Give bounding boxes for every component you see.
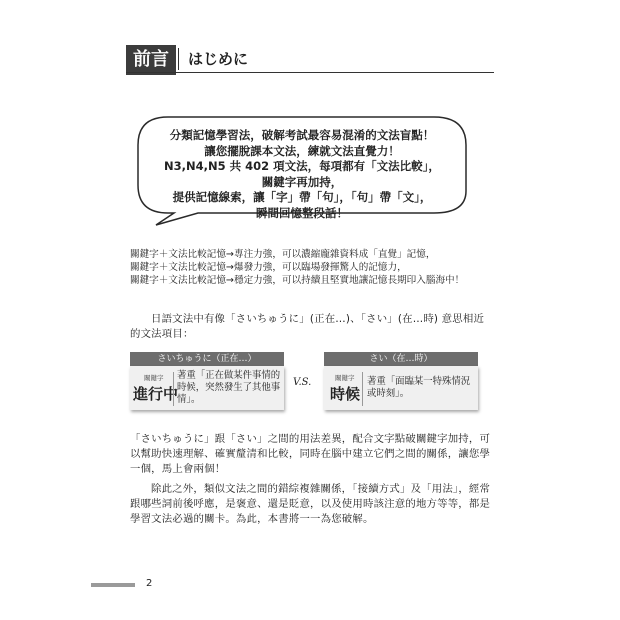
keyword-main: 進行中 [133,385,179,403]
card-description: 著重「正在做某件事情的時候，突然發生了其他事情」。 [177,370,281,405]
bubble-line: 讓您擺脫課本文法，練就文法直覺力！ [204,143,400,158]
body-paragraph-1: 「さいちゅうに」跟「さい」之間的用法差異，配合文字點破關鍵字加持，可以幫助快速理解、確實釐清和比較，同時在腦中建立它們之間的關係，讓您學一個，馬上會兩個！ [130,433,491,475]
versus-label: V.S. [293,377,312,388]
bubble-line: 分類記憶學習法，破解考試最容易混淆的文法盲點！ [169,128,435,142]
card-left-header: さいちゅうに（正在…） [130,352,284,366]
method-line: 關鍵字＋文法比較記憶→爆發力強，可以臨場發揮驚人的記憶力， [130,262,407,274]
bubble-line: 關鍵字再加持， [261,174,343,189]
card-right-body [324,366,478,410]
method-list [130,248,510,288]
bubble-line: 提供記憶線索，讓「字」帶「句」，「句」帶「文」， [172,190,432,205]
body-paragraph-2: 除此之外，類似文法之間的錯綜複雜關係，「接續方式」及「用法」，經常跟哪些詞前後呼應，是褒意、還是貶意，以及使用時該注意的地方等等，都是學習文法必過的關卡。為此，本書將一一為您破解。 [130,483,491,525]
card-divider [362,372,363,406]
method-line: 關鍵字＋文法比較記憶→專注力強，可以濃縮龐雜資料成「直覺」記憶， [130,249,436,260]
page-subtitle: はじめに [188,50,249,68]
page-number: 2 [146,578,153,589]
bubble-line: N3,N4,N5 共 402 項文法，每項都有「文法比較」， [164,159,440,174]
keyword-tag: 關鍵字 [144,374,164,382]
intro-paragraph: 日語文法中有像「さいちゅうに」(正在…)、「さい」(在…時) 意思相近的文法項目： [130,313,485,340]
bubble-line: 瞬間回憶整段話！ [256,205,348,220]
keyword-main: 時候 [330,385,361,403]
page-title: 前言 [126,45,176,75]
card-divider [173,372,174,406]
card-left-body [130,366,284,410]
card-description: 著重「面臨某一特殊情況或時刻」。 [367,376,471,399]
keyword-tag: 關鍵字 [335,374,355,382]
header-underline [126,72,494,73]
footer-bar [91,583,135,587]
bubble-text [148,128,456,222]
card-right-header: さい（在…時） [324,352,478,366]
method-line: 關鍵字＋文法比較記憶→穩定力強，可以持續且堅實地讓記憶長期印入腦海中！ [130,275,465,287]
title-divider [178,48,179,70]
